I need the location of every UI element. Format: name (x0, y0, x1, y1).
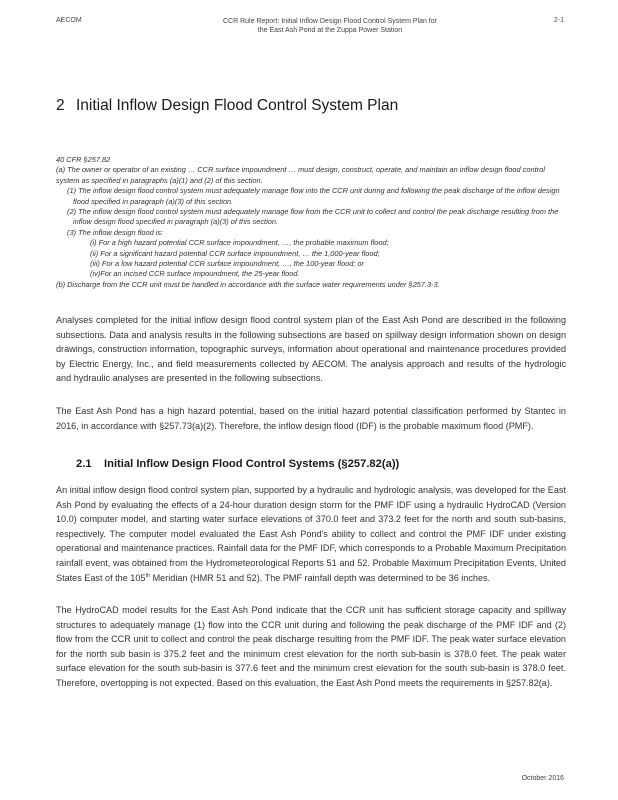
regulation-a3i: (i) For a high hazard potential CCR surface impoundment, …, the probable maximum flood; (90, 238, 389, 248)
regulation-a: (a) The owner or operator of an existing … CCR surface impoundment … must design, construct, operate, and maintain an inflow design flood control system as specified in paragraphs (a)(1) and (2) of this section. (56, 165, 545, 185)
header-title-line-1: CCR Rule Report: Initial Inflow Design Flood Control System Plan for (223, 18, 437, 25)
superscript-th: th (145, 572, 151, 579)
regulation-b: (b) Discharge from the CCR unit must be handled in accordance with the surface water requirements under §257.3-3. (56, 279, 440, 289)
section-title: Initial Inflow Design Flood Control Systems (§257.82(a)) (104, 458, 400, 470)
paragraph-model-text-b: Meridian (HMR 51 and 52). The PMF rainfall depth was determined to be 36 inches. (150, 572, 491, 583)
regulation-a3iii: (iii) For a low hazard potential CCR surface impoundment, …, the 100-year flood; or (90, 259, 364, 269)
regulation-quote (56, 155, 568, 290)
paragraph-model-text-a: An initial inflow design flood control system plan, supported by a hydraulic and hydrologic analysis, was developed for the East Ash Pond by evaluating the effects of a 24-hour duration design storm for the PMF IDF using a hydraulic HydroCAD (Version 10.0) computer model, and starting water surface elevations of 370.0 feet and 373.2 feet for the north and south sub-basins, respectively. The computer model evaluated the East Ash Pond's ability to collect and control the PMF IDF under existing operational and maintenance practices. Rainfall data for the PMF IDF, which corresponds to a Probable Maximum Precipitation rainfall event, was obtained from the Hydrometeorological Reports 51 and 52. Probable Maximum Precipitation Events, United States East of the 105 (56, 485, 567, 583)
chapter-title: Initial Inflow Design Flood Control System Plan (76, 97, 399, 114)
regulation-a3iv: (iv)For an incised CCR surface impoundment, the 25-year flood. (90, 269, 300, 279)
regulation-a1: (1) The inflow design flood control system must adequately manage flow into the CCR unit during and following the peak discharge of the inflow design flood specified in paragraph (a)(3) of this section. (67, 186, 560, 206)
paragraph-results: The HydroCAD model results for the East Ash Pond indicate that the CCR unit has sufficient storage capacity and spillway structures to adequately manage (1) flow into the CCR unit during and following the peak discharge of the PMF IDF and (2) flow from the CCR unit to collect and control the peak discharge resulting from the PMF IDF. The peak water surface elevation for the north sub basin is 375.2 feet and the minimum crest elevation for the north sub-basin is 378.0 feet. The peak water surface elevation for the south sub-basin is 377.6 feet and the minimum crest elevation for the south sub-basin is 378.0 feet. Therefore, overtopping is not expected. Based on this evaluation, the East Ash Pond meets the requirements in §257.82(a). (56, 605, 566, 688)
paragraph-hazard: The East Ash Pond has a high hazard potential, based on the initial hazard potential classification performed by Stantec in 2016, in accordance with §257.73(a)(2). Therefore, the inflow design flood (IDF) is the probable maximum flood (PMF). (56, 406, 566, 431)
regulation-a3: (3) The inflow design flood is: (67, 227, 164, 237)
regulation-a2: (2) The inflow design flood control system must adequately manage flow from the CCR unit to collect and control the peak discharge resulting from the inflow design flood specified in paragraph (a)(3) of this section. (67, 207, 559, 227)
regulation-citation: 40 CFR §257.82 (56, 155, 111, 164)
section-number: 2.1 (76, 458, 92, 470)
chapter-heading (56, 97, 566, 115)
section-heading (76, 458, 399, 470)
header-company: AECOM (56, 17, 82, 24)
footer-date: October 2016 (521, 775, 564, 782)
chapter-number: 2 (56, 97, 65, 114)
header-report-title (160, 17, 500, 35)
regulation-a3ii: (ii) For a significant hazard potential CCR surface impoundment, … the 1,000-year flood; (90, 248, 380, 258)
header-page-number: 2-1 (553, 17, 564, 24)
paragraph-model (56, 483, 566, 585)
header-title-line-2: the East Ash Pond at the Zuppa Power Station (257, 27, 403, 34)
paragraph-analyses: Analyses completed for the initial inflow design flood control system plan of the East Ash Pond are described in the following subsections. Data and analysis results in the following subsections are based on spillway design information shown on design drawings, construction information, topographic surveys, information about operational and maintenance procedures provided by Electric Energy, Inc., and field measurements collected by AECOM. The analysis approach and results of the hydrologic and hydraulic analyses are presented in the following subsections. (56, 315, 566, 384)
